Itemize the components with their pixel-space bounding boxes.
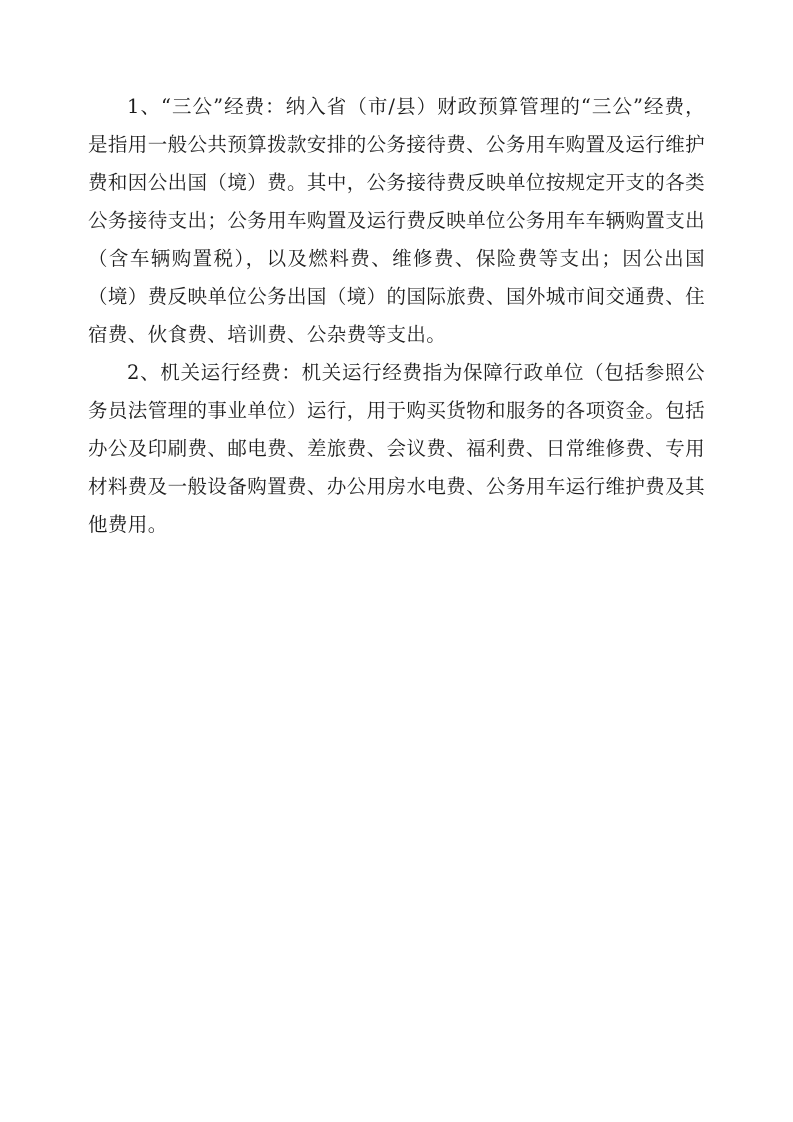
document-body [88,88,705,544]
paragraph-san-gong-expenses: 1、“三公”经费：纳入省（市/县）财政预算管理的“三公”经费，是指用一般公共预算拨款安排的公务接待费、公务用车购置及运行维护费和因公出国（境）费。其中，公务接待费反映单位按规定开支的各类公务接待支出；公务用车购置及运行费反映单位公务用车车辆购置支出（含车辆购置税），以及燃料费、维修费、保险费等支出；因公出国（境）费反映单位公务出国（境）的国际旅费、国外城市间交通费、住宿费、伙食费、培训费、公杂费等支出。 [88,95,705,346]
paragraph-agency-operating-expenses: 2、机关运行经费：机关运行经费指为保障行政单位（包括参照公务员法管理的事业单位）运行，用于购买货物和服务的各项资金。包括办公及印刷费、邮电费、差旅费、会议费、福利费、日常维修费、专用材料费及一般设备购置费、办公用房水电费、公务用车运行维护费及其他费用。 [88,361,705,536]
